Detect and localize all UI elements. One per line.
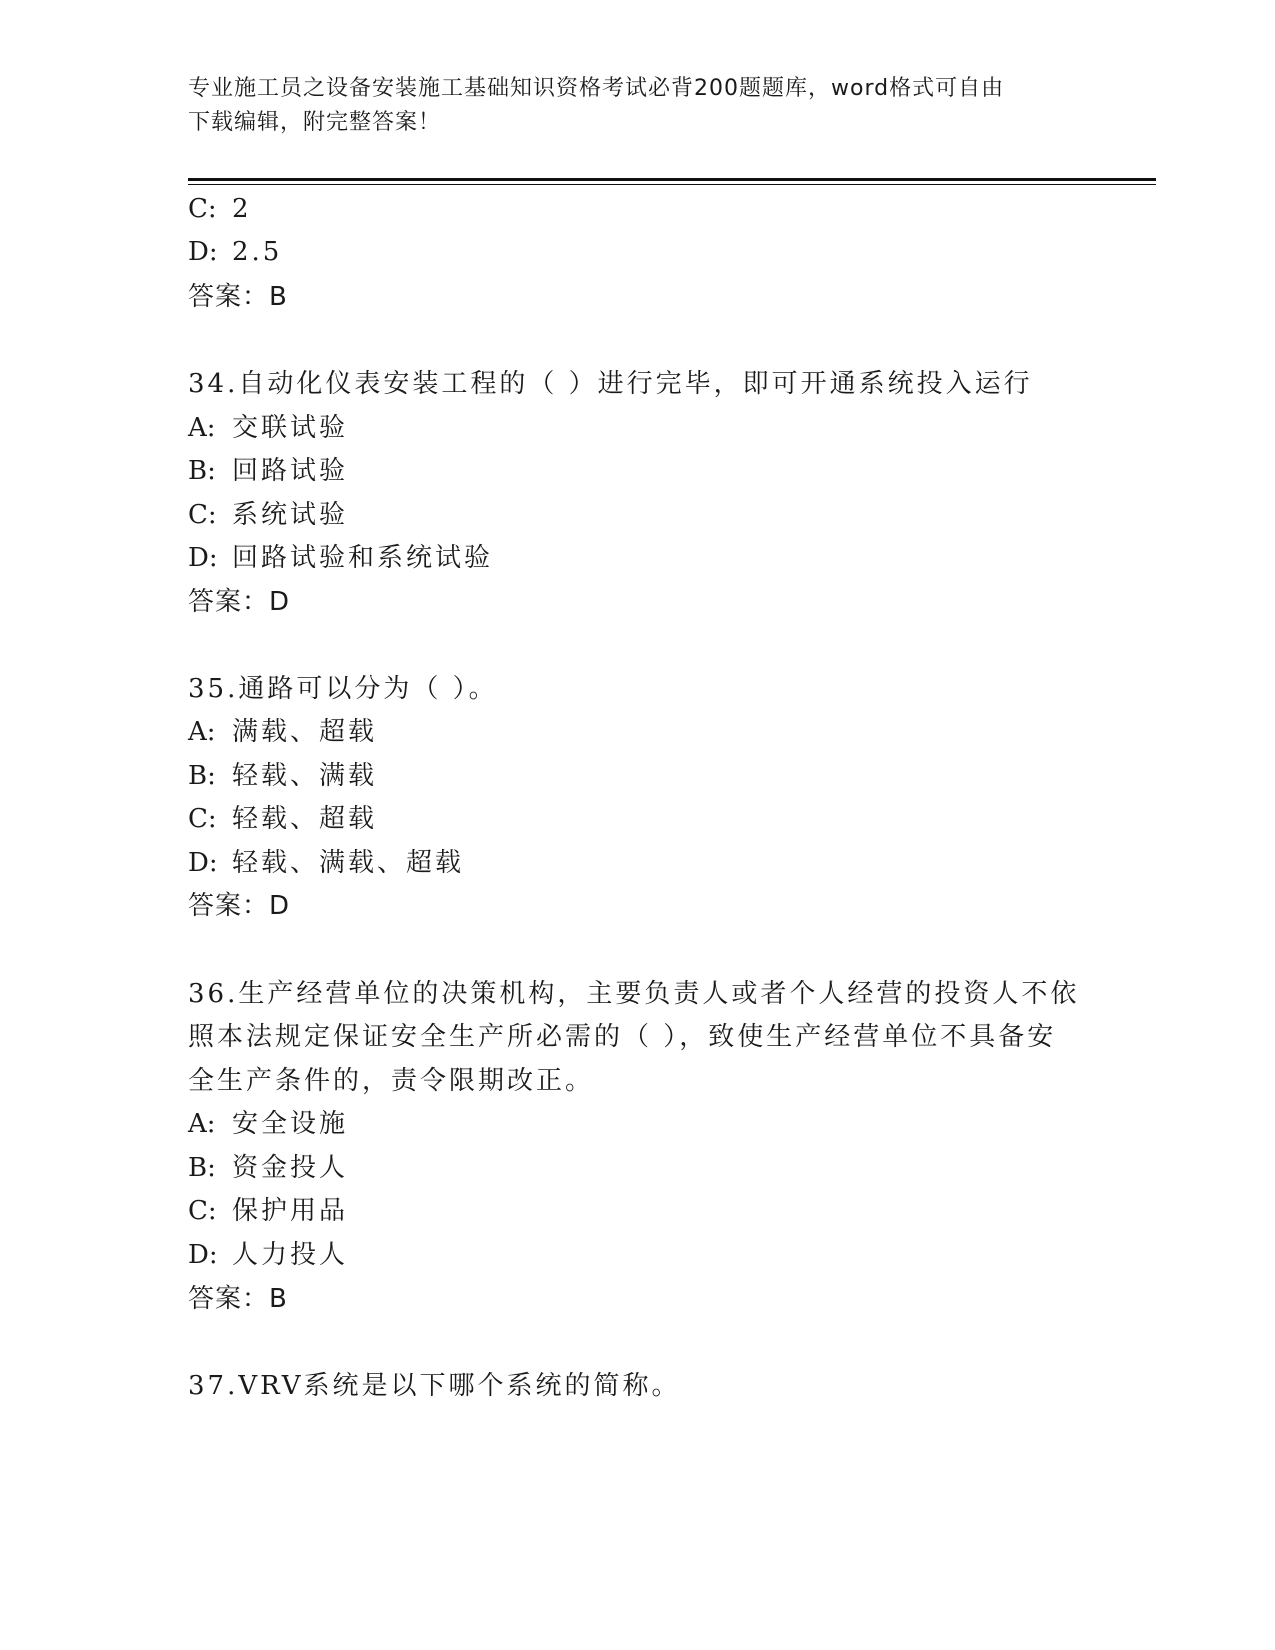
header-divider [188, 178, 1156, 181]
option-key: D: [188, 543, 218, 573]
option-key: D: [188, 1240, 218, 1270]
option-key: D: [188, 237, 218, 267]
document-header [188, 72, 1088, 140]
option-text: 轻载、满载、超载 [232, 848, 465, 878]
q35-option-c [188, 802, 377, 836]
option-key: C: [188, 1196, 217, 1226]
q34-option-b [188, 454, 348, 488]
option-key: C: [188, 194, 217, 224]
option-text: 2 [232, 194, 252, 224]
option-text: 交联试验 [232, 413, 349, 443]
q34-option-d [188, 541, 493, 575]
option-text: 保护用品 [232, 1196, 349, 1226]
q35-stem: 35.通路可以分为（ ）。 [188, 674, 498, 704]
option-text: 轻载、满载 [232, 761, 378, 791]
option-key: A: [188, 1109, 216, 1139]
q37-stem: 37.VRV系统是以下哪个系统的简称。 [188, 1371, 681, 1401]
q34-stem: 34.自动化仪表安装工程的（ ）进行完毕，即可开通系统投入运行 [188, 369, 1033, 399]
q34-option-a [188, 411, 348, 445]
option-key: B: [188, 1153, 216, 1183]
q35-option-b [188, 759, 377, 793]
header-title-line-2: 下载编辑，附完整答案！ [188, 110, 442, 135]
q36-answer: 答案：B [188, 1284, 288, 1314]
q35-answer: 答案：D [188, 891, 291, 921]
option-text: 人力投人 [232, 1240, 349, 1270]
q33-answer: 答案：B [188, 282, 288, 312]
option-text: 满载、超载 [232, 717, 378, 747]
option-key: B: [188, 761, 216, 791]
header-title-line-1: 专业施工员之设备安装施工基础知识资格考试必背200题题库，word格式可自由 [188, 76, 1005, 101]
q36-stem-line-3: 全生产条件的，责令限期改正。 [188, 1066, 595, 1096]
option-text: 系统试验 [232, 500, 349, 530]
q35-option-a [188, 715, 377, 749]
option-key: B: [188, 456, 216, 486]
header-divider-thin [188, 184, 1156, 185]
q33-option-d [188, 235, 282, 269]
q36-stem-line-2: 照本法规定保证安全生产所必需的（ ），致使生产经营单位不具备安 [188, 1022, 1057, 1052]
option-text: 资金投人 [232, 1153, 349, 1183]
option-key: D: [188, 848, 218, 878]
q36-option-c [188, 1194, 348, 1228]
q34-option-c [188, 498, 348, 532]
q36-option-b [188, 1151, 348, 1185]
option-key: A: [188, 717, 216, 747]
option-text: 回路试验和系统试验 [232, 543, 494, 573]
option-key: A: [188, 413, 216, 443]
q33-option-c [188, 192, 252, 226]
q36-stem-line-1: 36.生产经营单位的决策机构，主要负责人或者个人经营的投资人不依 [188, 979, 1080, 1009]
q36-option-d [188, 1238, 348, 1272]
option-key: C: [188, 804, 217, 834]
option-text: 2.5 [232, 237, 283, 267]
option-text: 安全设施 [232, 1109, 349, 1139]
option-key: C: [188, 500, 217, 530]
q36-option-a [188, 1107, 348, 1141]
option-text: 回路试验 [232, 456, 349, 486]
q35-option-d [188, 846, 464, 880]
q34-answer: 答案：D [188, 587, 291, 617]
option-text: 轻载、超载 [232, 804, 378, 834]
